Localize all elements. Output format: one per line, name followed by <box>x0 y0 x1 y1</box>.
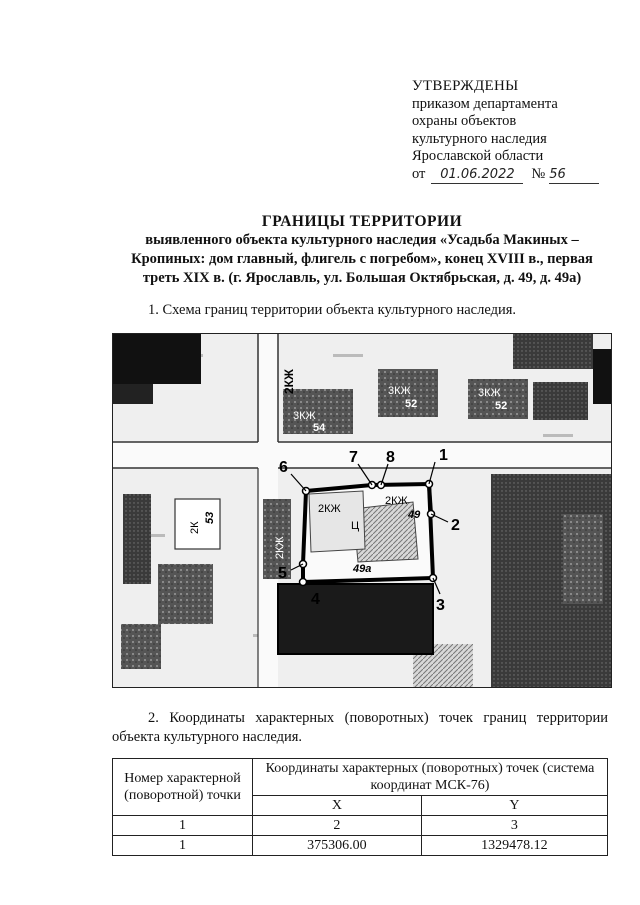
label-3kzh-52a: 3КЖ <box>388 385 411 397</box>
title-line-3: Кропиных: дом главный, флигель с погребом», конец XVIII в., первая <box>131 251 593 267</box>
approval-block <box>412 78 599 184</box>
point-label-6: 6 <box>279 459 288 476</box>
table-row <box>113 836 608 856</box>
building-block-nw <box>113 334 201 384</box>
label-49a: 49a <box>353 563 372 575</box>
cell-point-number: 1 <box>113 836 253 856</box>
handwritten-number: 56 <box>549 166 599 185</box>
header-x: X <box>253 796 422 816</box>
building-west <box>123 494 151 584</box>
cell-y: 1329478.12 <box>421 836 607 856</box>
title-line-4: треть XIX в. (г. Ярославль, ул. Большая Октябрьская, д. 49, д. 49а) <box>142 270 582 286</box>
table-index-row <box>113 816 608 836</box>
map-canvas <box>113 334 612 688</box>
label-c: Ц <box>351 520 360 532</box>
header-point-number: Номер характерной (поворотной) точки <box>113 759 253 816</box>
label-53: 53 <box>204 511 216 524</box>
coordinates-table <box>112 758 608 856</box>
building-52 <box>468 379 528 419</box>
handwritten-date: 01.06.2022 <box>431 166 523 185</box>
label-49: 49 <box>408 509 421 521</box>
header-y: Y <box>421 796 607 816</box>
index-col-3: 3 <box>421 816 607 836</box>
approval-date-line <box>412 166 599 185</box>
index-col-2: 2 <box>253 816 422 836</box>
label-2kzh-street: 2КЖ <box>282 369 296 394</box>
label-52a: 52 <box>405 398 418 410</box>
header-coordinates: Координаты характерных (поворотных) точек (система координат МСК-76) <box>253 759 608 796</box>
table-header-row <box>113 759 608 796</box>
point-label-4: 4 <box>311 591 320 608</box>
label-3kzh-54: 3КЖ <box>293 410 316 422</box>
vertex-4 <box>300 579 307 586</box>
approval-dept-line: охраны объектов <box>412 113 517 129</box>
document-title <box>112 212 612 288</box>
point-label-3: 3 <box>436 597 445 614</box>
label-54: 54 <box>313 422 326 434</box>
point-label-5: 5 <box>278 565 287 582</box>
section-1-heading: 1. Схема границ территории объекта культурного наследия. <box>148 302 517 318</box>
label-2kzh-west: 2КЖ <box>274 536 286 559</box>
date-prefix: от <box>412 165 426 182</box>
cell-x: 375306.00 <box>253 836 422 856</box>
approval-heading: УТВЕРЖДЕНЫ <box>412 78 519 94</box>
point-label-1: 1 <box>439 447 448 464</box>
label-52: 52 <box>495 400 508 412</box>
section-2-heading: 2. Координаты характерных (поворотных) точек границ территории объекта культурного наследия. <box>112 710 608 745</box>
label-2k: 2К <box>189 521 201 534</box>
label-2kzh-wing: 2КЖ <box>385 495 408 507</box>
title-heading: ГРАНИЦЫ ТЕРРИТОРИИ <box>261 213 463 230</box>
building-block-ne <box>513 334 593 369</box>
approval-region-line: Ярославской области <box>412 148 544 164</box>
boundary-scheme-map <box>112 333 612 688</box>
approval-heritage-line: культурного наследия <box>412 130 547 147</box>
label-2kzh-main: 2КЖ <box>318 503 341 515</box>
point-label-7: 7 <box>349 449 358 466</box>
street-horizontal <box>113 442 612 468</box>
title-line-2: выявленного объекта культурного наследия «Усадьба Макиных – <box>145 232 579 248</box>
approval-order-line: приказом департамента <box>412 95 558 112</box>
point-label-8: 8 <box>386 449 395 466</box>
index-col-1: 1 <box>113 816 253 836</box>
number-sign: № <box>531 165 546 182</box>
label-3kzh-52: 3КЖ <box>478 387 501 399</box>
point-label-2: 2 <box>451 517 460 534</box>
courtyard-dark-block <box>278 584 433 654</box>
